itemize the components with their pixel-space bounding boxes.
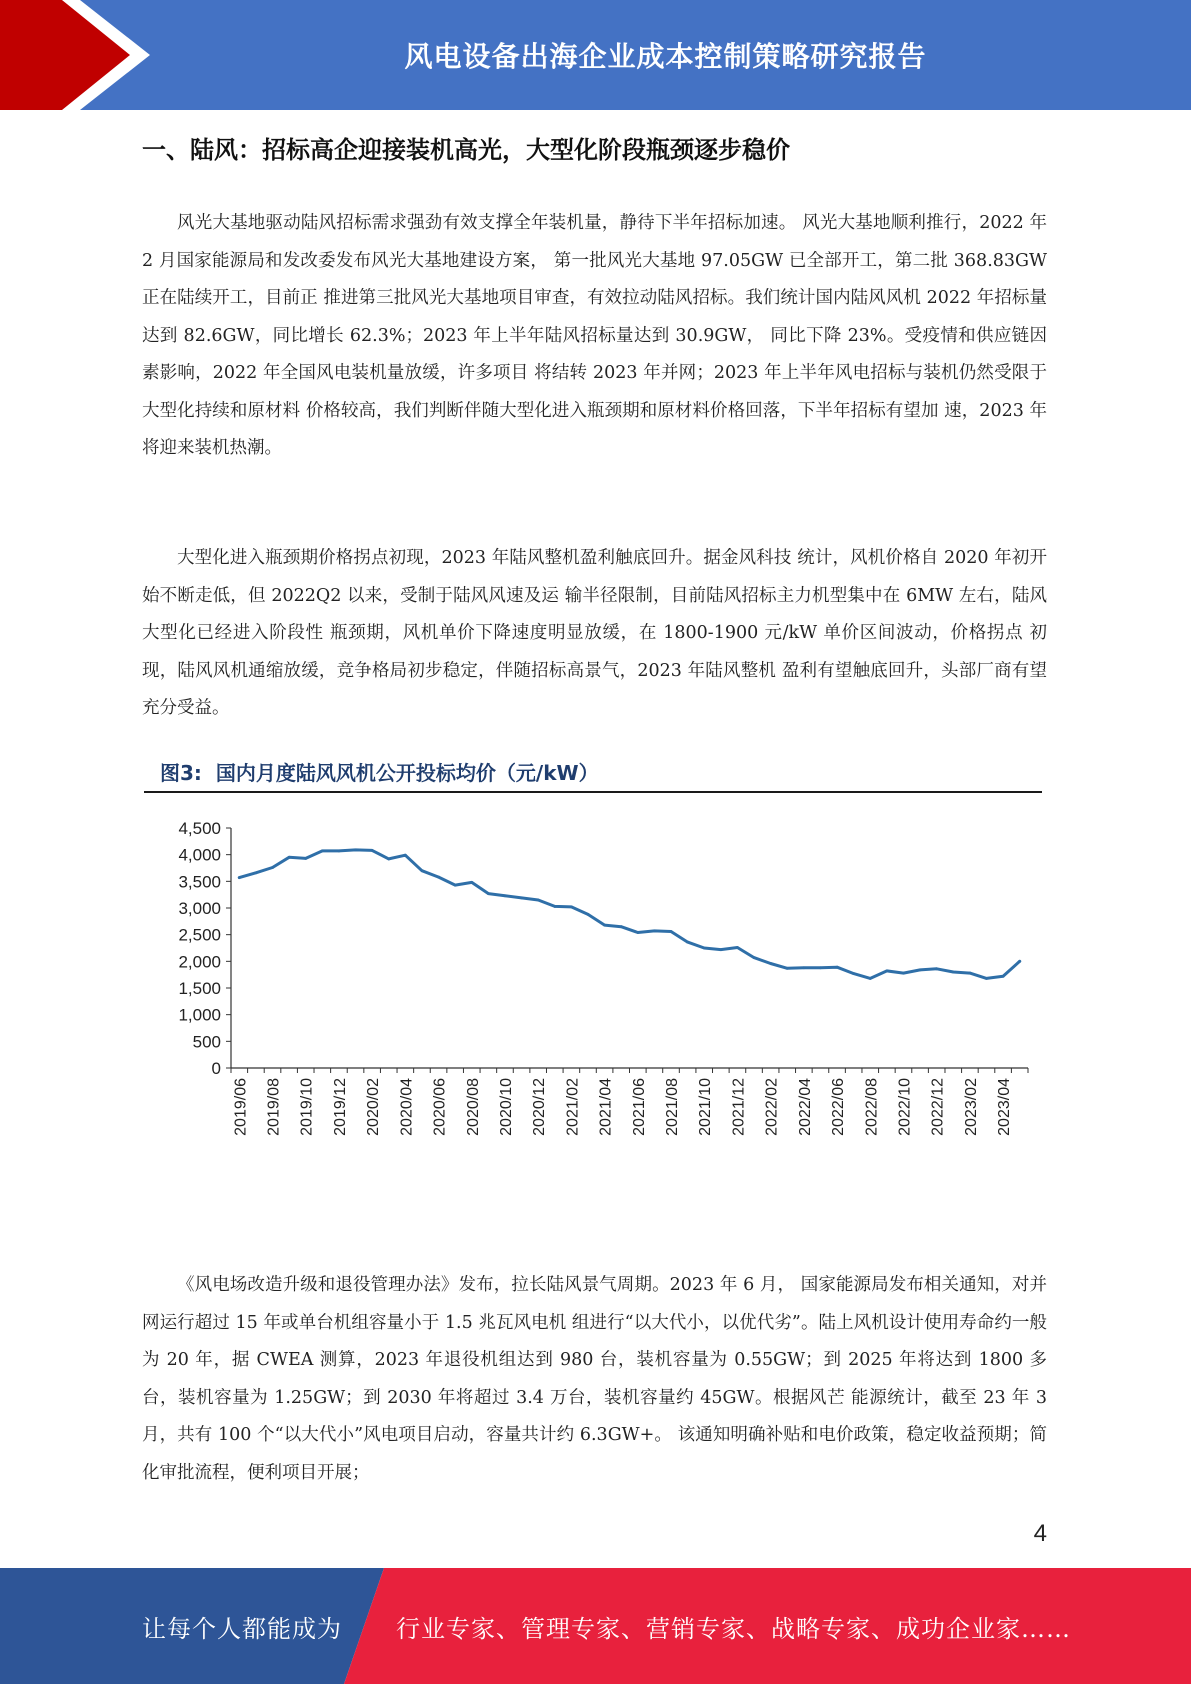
x-tick-label: 2022/08 bbox=[863, 1078, 881, 1136]
x-tick-label: 2021/08 bbox=[664, 1078, 682, 1136]
x-tick-label: 2022/10 bbox=[896, 1078, 914, 1136]
data-point bbox=[786, 967, 789, 970]
x-tick-label: 2019/12 bbox=[331, 1078, 349, 1136]
y-tick-label: 4,000 bbox=[178, 845, 221, 865]
data-point bbox=[1018, 960, 1021, 963]
footer-slogan-left: 让每个人都能成为 bbox=[142, 1614, 342, 1643]
data-point bbox=[1002, 975, 1005, 978]
data-point bbox=[570, 906, 573, 909]
data-point bbox=[304, 857, 307, 860]
x-tick-label: 2023/02 bbox=[962, 1078, 980, 1136]
data-point bbox=[587, 913, 590, 916]
bid-price-line-chart bbox=[140, 805, 1040, 1165]
data-point bbox=[852, 972, 855, 975]
x-tick-label: 2021/06 bbox=[630, 1078, 648, 1136]
y-tick-label: 500 bbox=[192, 1032, 221, 1052]
section-heading: 一、陆风：招标高企迎接装机高光，大型化阶段瓶颈逐步稳价 bbox=[142, 136, 790, 164]
series-line bbox=[239, 850, 1019, 979]
x-tick-label: 2020/12 bbox=[531, 1078, 549, 1136]
data-point bbox=[321, 850, 324, 853]
x-tick-label: 2019/10 bbox=[298, 1078, 316, 1136]
data-point bbox=[985, 977, 988, 980]
data-point bbox=[736, 946, 739, 949]
data-point bbox=[487, 892, 490, 895]
x-tick-label: 2022/04 bbox=[796, 1078, 814, 1136]
y-tick-label: 2,000 bbox=[178, 952, 221, 972]
footer-banner bbox=[0, 1568, 1191, 1684]
x-tick-label: 2021/04 bbox=[597, 1078, 615, 1136]
header-arrow-decoration bbox=[0, 0, 150, 110]
data-point bbox=[902, 972, 905, 975]
x-tick-label: 2020/10 bbox=[497, 1078, 515, 1136]
data-point bbox=[935, 967, 938, 970]
x-tick-label: 2022/06 bbox=[830, 1078, 848, 1136]
x-tick-label: 2021/12 bbox=[730, 1078, 748, 1136]
x-tick-label: 2020/04 bbox=[398, 1078, 416, 1136]
data-point bbox=[504, 894, 507, 897]
data-point bbox=[437, 876, 440, 879]
data-point bbox=[620, 925, 623, 928]
x-tick-label: 2020/02 bbox=[365, 1078, 383, 1136]
data-point bbox=[404, 854, 407, 857]
data-point bbox=[338, 850, 341, 853]
data-point bbox=[869, 977, 872, 980]
data-point bbox=[670, 930, 673, 933]
data-point bbox=[421, 869, 424, 872]
x-tick-label: 2019/08 bbox=[265, 1078, 283, 1136]
y-tick-label: 4,500 bbox=[178, 819, 221, 838]
data-point bbox=[919, 968, 922, 971]
y-tick-label: 0 bbox=[211, 1059, 221, 1078]
data-point bbox=[454, 884, 457, 887]
data-point bbox=[238, 876, 241, 879]
data-point bbox=[387, 858, 390, 861]
data-point bbox=[271, 866, 274, 869]
paragraph-retirement-policy: 《风电场改造升级和退役管理办法》发布，拉长陆风景气周期。2023 年 6 月， 国家能源局发布相关通知，对并网运行超过 15 年或单台机组容量小于 1.5 兆瓦风电机 组进行“以大代小，以优代劣”。陆上风机设计使用寿命约一般为 20 年，据 CWEA 测算，2023 年退役机组达到 980 台，装机容量为 0.55GW；到 2025 年将达到 1800 多 台，装机容量为 1.25GW；到 2030 年将超过 3.4 万台，装机容量约 45GW。根据风芒 能源统计，截至 23 年 3 月，共有 100 个“以大代小”风电项目启动，容量共计约 6.3GW+。 该通知明确补贴和电价政策，稳定收益预期；简化审批流程，便利项目开展； bbox=[142, 1275, 1047, 1483]
figure-title: 国内月度陆风风机公开投标均价（元/kW） bbox=[215, 761, 599, 785]
data-point bbox=[769, 962, 772, 965]
data-point bbox=[836, 966, 839, 969]
data-point bbox=[288, 856, 291, 859]
page-number: 4 bbox=[1033, 1520, 1047, 1547]
paragraph-price-inflection: 大型化进入瓶颈期价格拐点初现，2023 年陆风整机盈利触底回升。据金风科技 统计，风机价格自 2020 年初开始不断走低，但 2022Q2 以来，受制于陆风风速及运 输半径限制，目前陆风招标主力机型集中在 6MW 左右，陆风大型化已经进入阶段性 瓶颈期，风机单价下降速度明显放缓，在 1800-1900 元/kW 单价区间波动，价格拐点 初现，陆风风机通缩放缓，竞争格局初步稳定，伴随招标高景气，2023 年陆风整机 盈利有望触底回升，头部厂商有望充分受益。 bbox=[142, 548, 1047, 718]
data-point bbox=[968, 972, 971, 975]
y-tick-label: 3,000 bbox=[178, 899, 221, 918]
data-point bbox=[686, 941, 689, 944]
data-point bbox=[802, 966, 805, 969]
data-point bbox=[653, 930, 656, 933]
data-point bbox=[470, 881, 473, 884]
data-point bbox=[255, 871, 258, 874]
data-point bbox=[354, 848, 357, 851]
data-point bbox=[753, 956, 756, 959]
data-point bbox=[537, 899, 540, 902]
data-point bbox=[719, 948, 722, 951]
figure-divider bbox=[144, 791, 1042, 793]
data-point bbox=[952, 971, 955, 974]
x-tick-label: 2021/02 bbox=[564, 1078, 582, 1136]
header-banner bbox=[0, 0, 1191, 110]
paragraph-onshore-bidding: 风光大基地驱动陆风招标需求强劲有效支撑全年装机量，静待下半年招标加速。 风光大基地顺利推行，2022 年 2 月国家能源局和发改委发布风光大基地建设方案， 第一批风光大基地 97.05GW 已全部开工，第二批 368.83GW 正在陆续开工，目前正 推进第三批风光大基地项目审查，有效拉动陆风招标。我们统计国内陆风风机 2022 年招标量达到 82.6GW，同比增长 62.3%；2023 年上半年陆风招标量达到 30.9GW， 同比下降 23%。受疫情和供应链因素影响，2022 年全国风电装机量放缓，许多项目 将结转 2023 年并网；2023 年上半年风电招标与装机仍然受限于大型化持续和原材料 价格较高，我们判断伴随大型化进入瓶颈期和原材料价格回落，下半年招标有望加 速，2023 年将迎来装机热潮。 bbox=[142, 213, 1047, 458]
data-point bbox=[819, 966, 822, 969]
data-point bbox=[703, 947, 706, 950]
x-tick-label: 2023/04 bbox=[996, 1078, 1014, 1136]
footer-slogan-right: 行业专家、管理专家、营销专家、战略专家、成功企业家…… bbox=[396, 1614, 1071, 1643]
y-tick-label: 3,500 bbox=[178, 872, 221, 892]
x-tick-label: 2019/06 bbox=[232, 1078, 250, 1136]
x-tick-label: 2020/06 bbox=[431, 1078, 449, 1136]
y-tick-label: 1,000 bbox=[178, 1005, 221, 1025]
x-tick-label: 2020/08 bbox=[464, 1078, 482, 1136]
y-tick-label: 1,500 bbox=[178, 979, 221, 998]
x-tick-label: 2022/12 bbox=[929, 1078, 947, 1136]
x-tick-label: 2022/02 bbox=[763, 1078, 781, 1136]
data-point bbox=[636, 931, 639, 934]
y-tick-label: 2,500 bbox=[178, 925, 221, 945]
report-title: 风电设备出海企业成本控制策略研究报告 bbox=[404, 40, 927, 73]
figure-number: 图3: bbox=[160, 761, 202, 785]
data-point bbox=[371, 849, 374, 852]
data-point bbox=[553, 905, 556, 908]
x-tick-label: 2021/10 bbox=[697, 1078, 715, 1136]
data-point bbox=[885, 970, 888, 973]
data-point bbox=[520, 896, 523, 899]
figure-caption bbox=[160, 757, 599, 786]
data-point bbox=[603, 924, 606, 927]
